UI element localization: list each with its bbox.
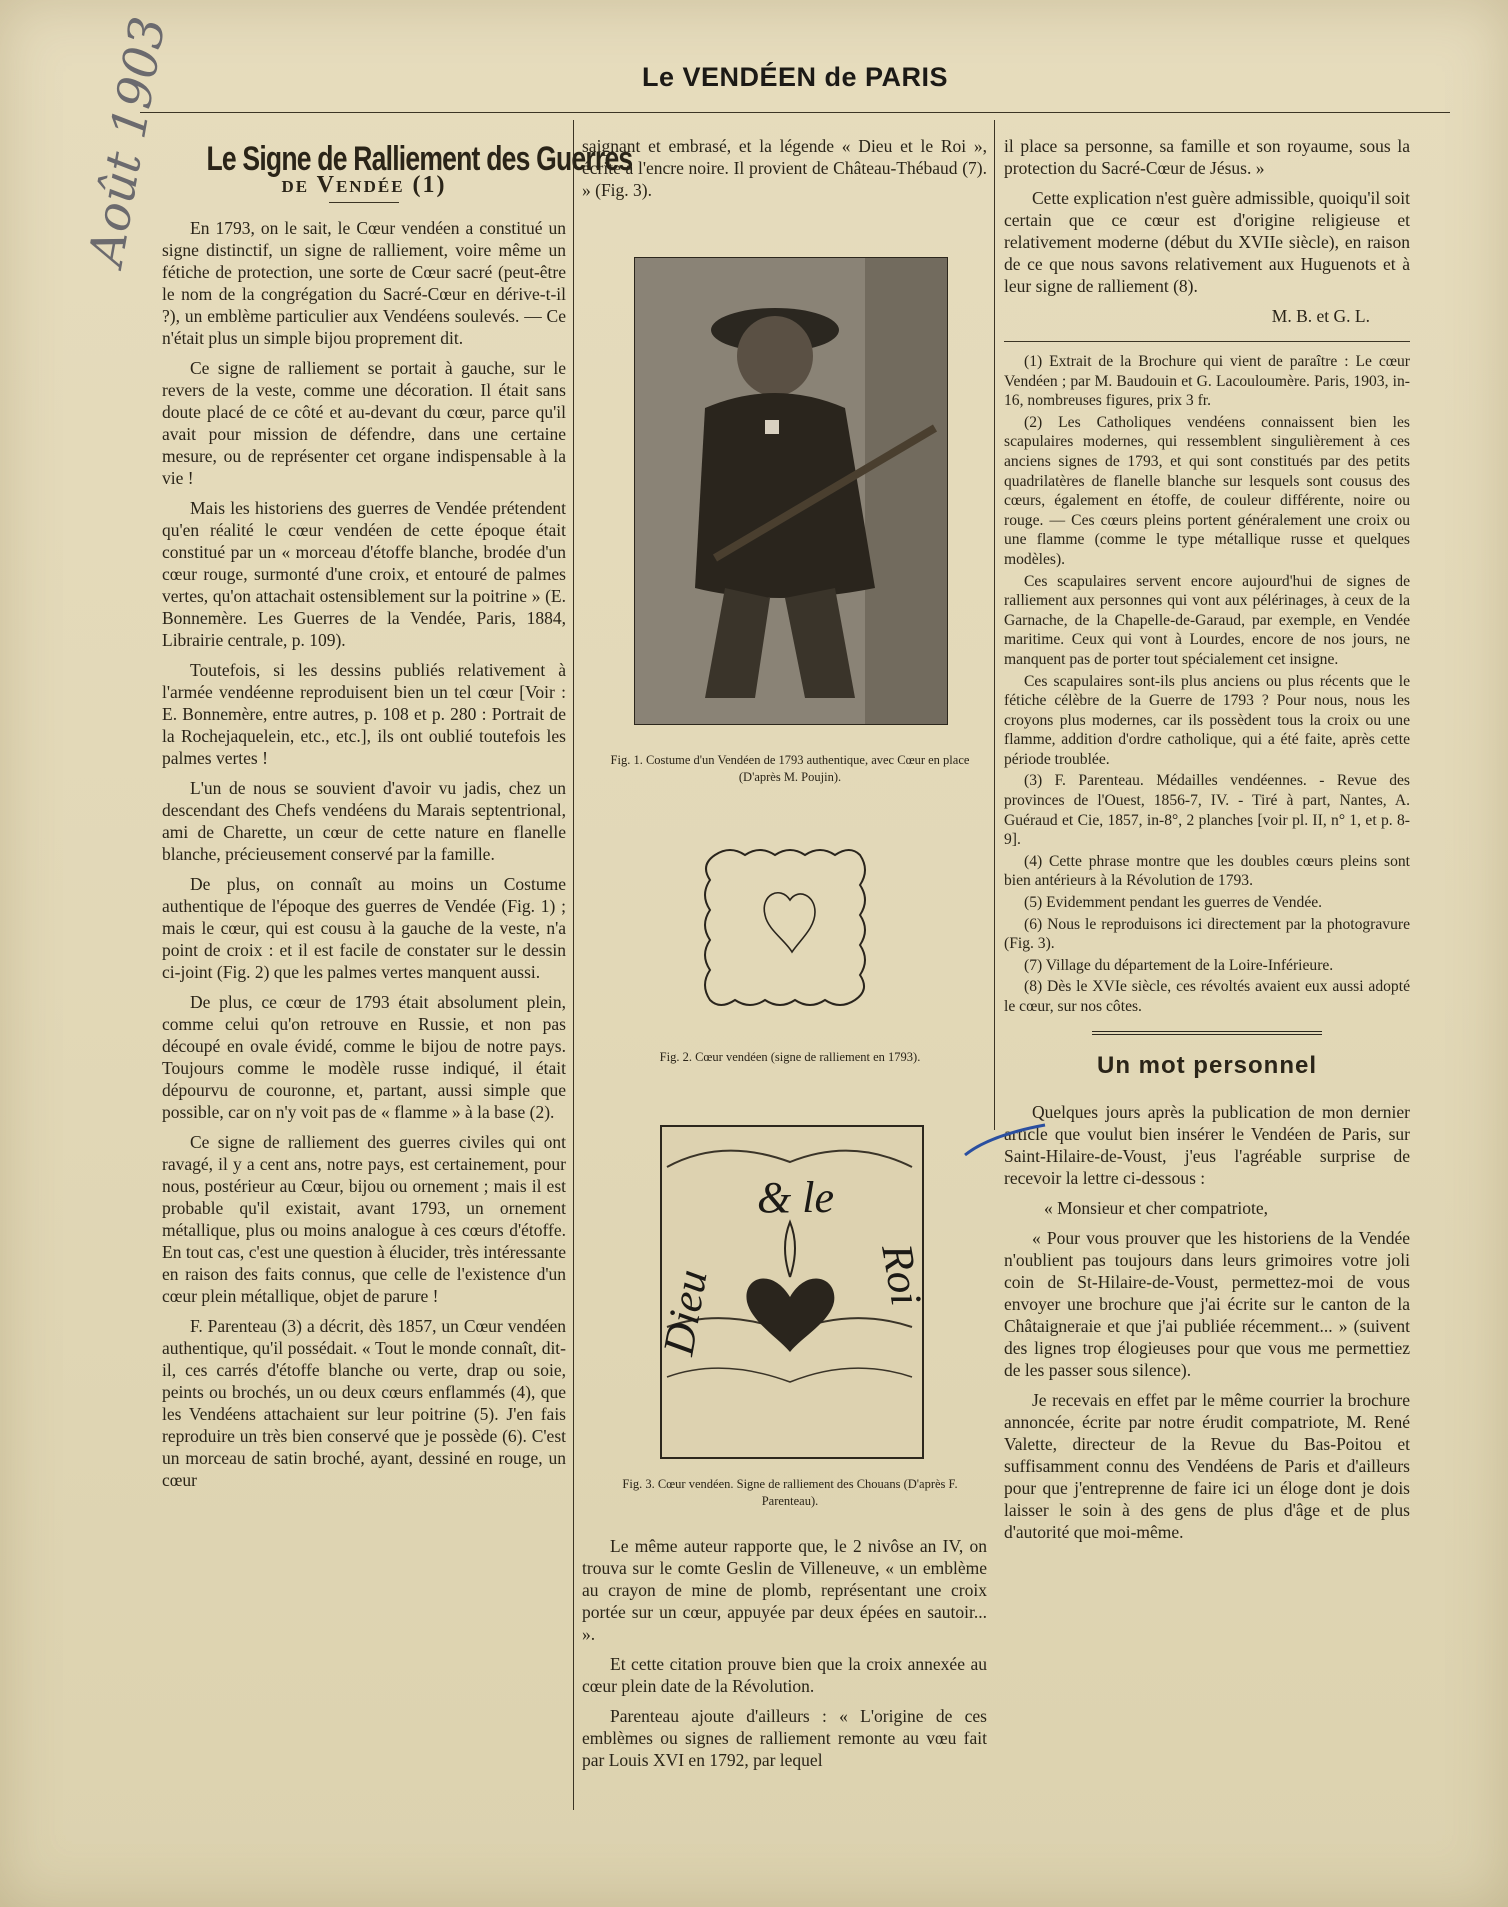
roi-text: Roi — [872, 1240, 932, 1309]
paragraph: Toutefois, si les dessins publiés relativement à l'armée vendéenne reproduisent bien un tel cœur [Voir : E. Bonnemère, entre autres, p. 108 et p. 280 : Portrait de la Rochejaquelein, etc., etc.], ils ont oublié toutefois les palmes vertes ! — [162, 660, 566, 768]
dieu-text: Dieu — [653, 1265, 717, 1359]
et-le-text: & le — [757, 1173, 834, 1222]
footnote: (4) Cette phrase montre que les doubles cœurs pleins sont bien antérieurs à la Révolution de 1793. — [1004, 852, 1410, 890]
column-2-top — [582, 135, 987, 235]
footnote: (8) Dès le XVIe siècle, ces révoltés avaient eux aussi adopté le cœur, sur nos côtes. — [1004, 978, 1410, 1015]
vendean-figure-illustration — [635, 258, 947, 724]
section-ornament — [1092, 1031, 1322, 1035]
footnote: (1) Extrait de la Brochure qui vient de paraître : Le cœur Vendéen ; par M. Baudouin et G. Lacouloumère. Paris, 1903, in-16, nombreuses figures, prix 3 fr. — [1004, 353, 1410, 410]
footnote: (3) F. Parenteau. Médailles vendéennes. - Revue des provinces de l'Ouest, 1856-7, IV. - Tiré à part, Nantes, A. Guéraud et Cie, 1857, in-8°, 2 planches [voir pl. II, n° 1, et p. 8-9]. — [1004, 772, 1410, 849]
masthead-title: Le VENDÉEN de PARIS — [641, 62, 949, 92]
paragraph: F. Parenteau (3) a décrit, dès 1857, un Cœur vendéen authentique, qu'il possédait. « Tout le monde connaît, dit-il, ces carrés d'étoffe blanche ou verte, drap ou soie, peints ou brochés, un ou deux cœurs enflammés (4), que les Vendéens attachaient sur leur poitrine (5). J'en fais reproduire un très bien conservé que je possède (6). C'est un morceau de satin broché, ayant, dessiné en rouge, un cœur — [162, 1316, 566, 1490]
header-rule — [140, 112, 1450, 113]
article-subtitle: de Vendée (1) — [281, 172, 447, 198]
footnote: (2) Les Catholiques vendéens connaissent bien les scapulaires modernes, qui ressemblent singulièrement à ces anciens signes de 1793, et qui sont constitués par des petits quadrilatères de flanelle blanche sur lesquels sont cousus des cœurs, également en étoffe, de couleur différente, noire ou rouge. — Ces cœurs pleins portent généralement une croix ou une flamme (comme le type métallique russe et quelques modèles). — [1004, 413, 1410, 568]
paragraph: L'un de nous se souvient d'avoir vu jadis, chez un descendant des Chefs vendéens du Marais septentrional, ami de Charette, un cœur de cette nature en flanelle blanche, précieusement conservé par la famille. — [162, 778, 566, 864]
figure-1-caption: Fig. 1. Costume d'un Vendéen de 1793 authentique, avec Cœur en place (D'après M. Poujin). — [610, 753, 970, 784]
paragraph: Ce signe de ralliement se portait à gauche, sur le revers de la veste, comme une décoration. Il était sans doute placé de ce côté et au-devant du cœur, parce qu'il avait pour mission de défendre, dans une certaine mesure, ou de représenter cet organe indispensable à la vie ! — [162, 358, 566, 488]
paragraph: De plus, ce cœur de 1793 était absolument plein, comme celui qu'on retrouve en Russie, et non pas découpé en ovale évidé, comme le bijou de notre pays. Toujours comme le modèle russe indiqué, il était dépourvu de couronne, et, partant, aussi simple que possible, car on n'y voit pas de « flamme » à la base (2). — [162, 992, 566, 1122]
masthead — [160, 62, 1430, 102]
figure-1-photo — [634, 257, 948, 725]
paragraph: « Pour vous prouver que les historiens de la Vendée n'oublient pas toujours dans leurs grimoires votre joli coin de St-Hilaire-de-Voust, permettez-moi de vous envoyer une brochure que j'ai écrite sur le canton de la Châtaigneraie et que j'ai publiée récemment... » (suivent des lignes trop élogieuses pour que vous me permettiez de les passer sous silence). — [1004, 1227, 1410, 1380]
title-rule — [329, 202, 399, 203]
column-3 — [1004, 135, 1410, 1551]
section-title: Un mot personnel — [1096, 1051, 1317, 1079]
paragraph: Quelques jours après la publication de mon dernier article que voulut bien insérer le Vendéen de Paris, sur Saint-Hilaire-de-Voust, j'eus l'agréable surprise de recevoir la lettre ci-dessous : — [1004, 1101, 1410, 1188]
paragraph: « Monsieur et cher compatriote, — [1044, 1197, 1269, 1218]
figure-3-caption: Fig. 3. Cœur vendéen. Signe de ralliement des Chouans (D'après F. Parenteau). — [622, 1477, 958, 1508]
paragraph: Parenteau ajoute d'ailleurs : « L'origine de ces emblèmes ou signes de ralliement remonte au vœu fait par Louis XVI en 1792, par lequel — [582, 1706, 987, 1770]
paragraph: il place sa personne, sa famille et son royaume, sous la protection du Sacré-Cœur de Jésus. » — [1004, 136, 1410, 178]
column-rule-2 — [994, 120, 995, 1130]
footnote: Ces scapulaires servent encore aujourd'hui de signes de ralliement aux personnes qui vont aux pélérinages, à ceux de la Garnache, de la Chapelle-de-Garaud, par exemple, en Vendée maritime. Ceux qui vont à Lourdes, encore de nos jours, ne manquent pas de porter tout spécialement cet insigne. — [1004, 572, 1410, 668]
column-2-bottom — [582, 1535, 987, 1779]
blue-pencil-mark — [960, 1120, 1050, 1160]
paragraph: Et cette citation prouve bien que la croix annexée au cœur plein date de la Révolution. — [582, 1654, 987, 1696]
heart-scapular-icon — [690, 840, 880, 1020]
paragraph: saignant et embrasé, et la légende « Dieu et le Roi », écrite à l'encre noire. Il provient de Château-Thébaud (7). » (Fig. 3). — [582, 136, 987, 200]
figure-2-drawing — [690, 840, 880, 1020]
figure-2-caption: Fig. 2. Cœur vendéen (signe de ralliement en 1793). — [659, 1050, 921, 1064]
handwritten-date-note: Août 1903 — [78, 12, 177, 270]
footnote: (5) Evidemment pendant les guerres de Vendée. — [1024, 894, 1323, 912]
footnote: (6) Nous le reproduisons ici directement par la photogravure (Fig. 3). — [1004, 915, 1410, 953]
paragraph: Ce signe de ralliement des guerres civiles qui ont ravagé, il y a cent ans, notre pays, est certainement, pour nous, postérieur au Cœur, bijou ou ornement ; mais il est probable qu'il existait, avant 1793, un ornement métallique, plus ou moins analogue à ces cœurs d'étoffe. En tout cas, c'est une question à élucider, très intéressante en raison des faits connus, que celle de l'existence d'un cœur plein métallique, objet de parure ! — [162, 1132, 566, 1306]
figure-3-engraving — [653, 1125, 932, 1459]
paragraph: Je recevais en effet par le même courrier la brochure annoncée, écrite par notre érudit compatriote, M. René Valette, directeur de la Revue du Bas-Poitou et suffisamment connu des Vendéens de Paris et d'ailleurs pour que j'entreprenne de faire ici un éloge dont je dois laisser le soin à des gens de plus d'âge et de plus d'autorité que moi-même. — [1004, 1389, 1410, 1542]
paragraph: Cette explication n'est guère admissible, quoiqu'il soit certain que ce cœur est d'origine religieuse et relativement moderne (début du XVIIe siècle), en raison de ce que nous savons relativement aux Huguenots et à leur signe de ralliement (8). — [1004, 188, 1410, 296]
footnote: Ces scapulaires sont-ils plus anciens ou plus récents que le fétiche célèbre de la Guerre de 1793 ? Pour nous, nous les croyons plus modernes, car ils possèdent tous la croix ou une flamme, addition d'ordre catholique, qui a été faite, après cette période troublée. — [1004, 672, 1410, 768]
paragraph: Mais les historiens des guerres de Vendée prétendent qu'en réalité le cœur vendéen de cette époque était constitué par un « morceau d'étoffe blanche, brodée d'un cœur rouge, surmonté d'une croix, et entouré de palmes vertes, qu'on attachait ostensiblement sur la poitrine » (E. Bonnemère. Les Guerres de la Vendée, Paris, 1884, Librairie centrale, p. 109). — [162, 498, 566, 650]
paragraph: De plus, on connaît au moins un Costume authentique de l'époque des guerres de Vendée (Fig. 1) ; mais le cœur, qui est cousu à la gauche de la veste, n'a point de croix : et il est facile de constater sur le dessin ci-joint (Fig. 2) que les palmes vertes manquent aussi. — [162, 874, 566, 982]
paragraph: Le même auteur rapporte que, le 2 nivôse an IV, on trouva sur le comte Geslin de Villeneuve, « un emblème au crayon de mine de plomb, représentant une croix portée sur un cœur, appuyée par deux épées en sautoir... ». — [582, 1536, 987, 1644]
column-1 — [162, 140, 633, 1499]
article-signature: M. B. et G. L. — [1271, 306, 1370, 326]
article-title: Le Signe de Ralliement des Guerres — [206, 140, 633, 178]
paragraph: En 1793, on le sait, le Cœur vendéen a constitué un signe distinctif, un signe de ralliement, voire même un fétiche de protection, une sorte de Cœur sacré (peut-être le nom de la congrégation du Sacré-Cœur en dérive-t-il ?), un emblème particulier aux Vendéens soulevés. — Ce n'était plus un simple bijou proprement dit. — [162, 218, 566, 348]
column-rule-1 — [573, 120, 574, 1810]
footnote: (7) Village du département de la Loire-Inférieure. — [1024, 956, 1334, 974]
footnotes — [1004, 341, 1410, 1017]
dieu-et-le-roi-heart-icon — [653, 1127, 932, 1453]
